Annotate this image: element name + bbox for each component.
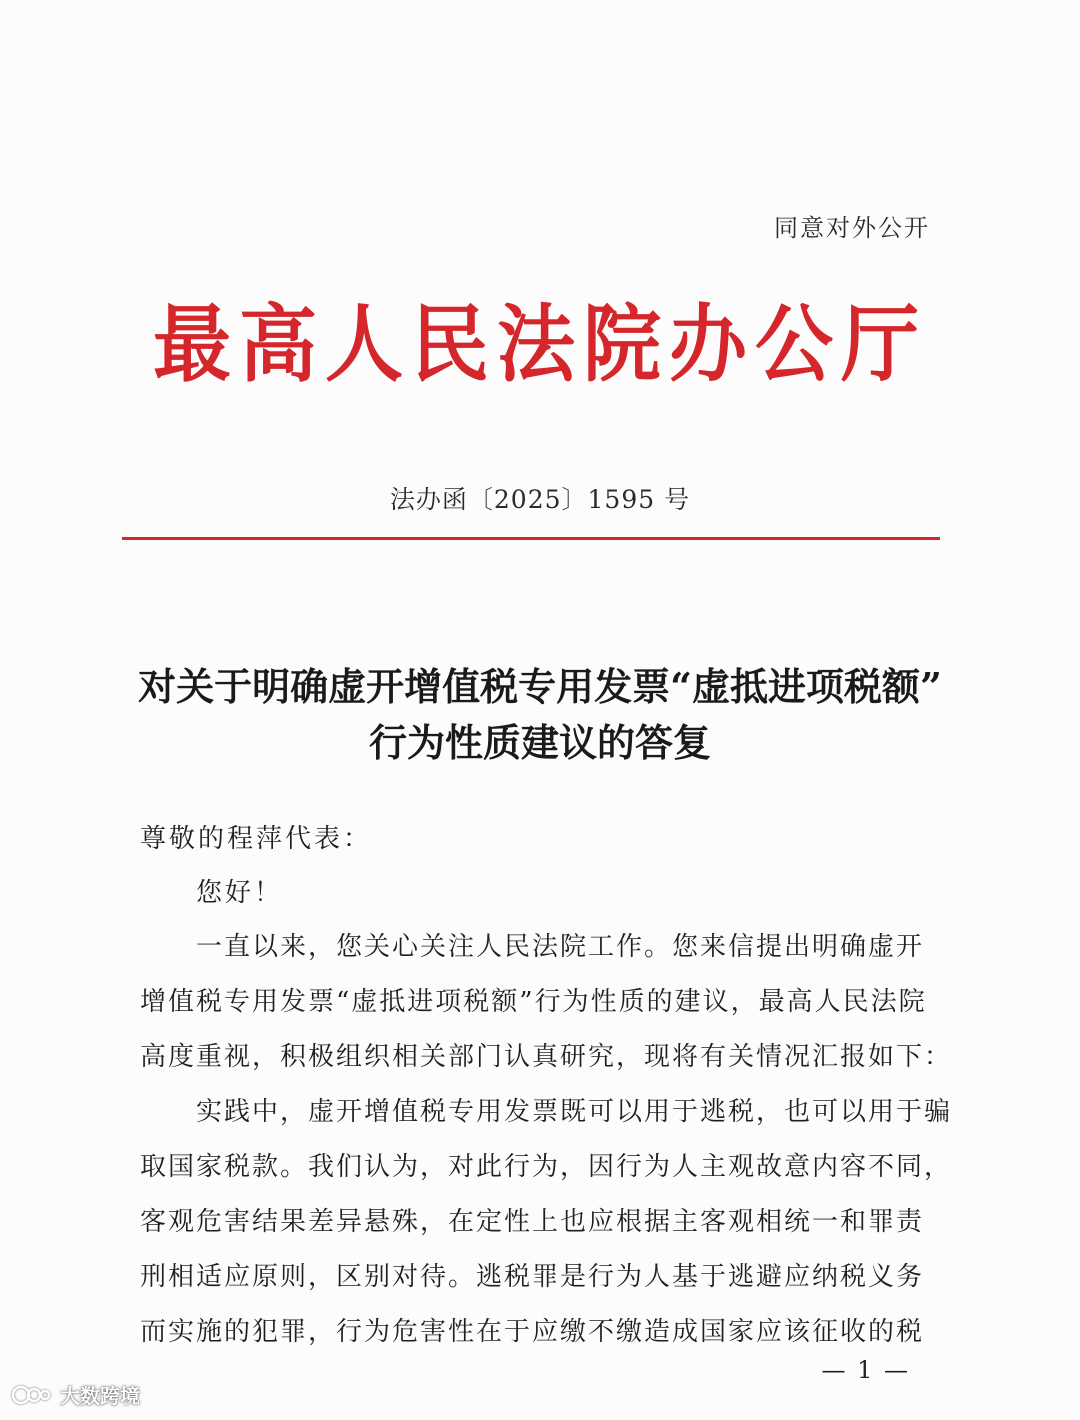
document-title-line-1: 对关于明确虚开增值税专用发票“虚抵进项税额”	[138, 664, 942, 709]
salutation: 尊敬的程萍代表：	[140, 824, 373, 854]
watermark	[10, 1380, 140, 1409]
body-line: 实践中，虚开增值税专用发票既可以用于逃税，也可以用于骗	[196, 1097, 953, 1127]
issuing-organization-title: 最高人民法院办公厅	[152, 296, 927, 395]
document-number: 法办函〔2025〕1595 号	[389, 485, 691, 514]
body-line: 而实施的犯罪，行为危害性在于应缴不缴造成国家应该征收的税	[140, 1317, 925, 1347]
body-line: 高度重视，积极组织相关部门认真研究，现将有关情况汇报如下：	[140, 1042, 953, 1072]
body-line: 刑相适应原则，区别对待。逃税罪是行为人基于逃避应纳税义务	[140, 1262, 925, 1292]
document-title-line-2: 行为性质建议的答复	[368, 720, 711, 765]
greeting: 您好！	[196, 878, 284, 908]
red-divider-line	[122, 537, 940, 540]
body-line: 客观危害结果差异悬殊，在定性上也应根据主客观相统一和罪责	[140, 1207, 925, 1237]
disclosure-note: 同意对外公开	[774, 214, 930, 242]
watermark-logo-icon	[10, 1384, 54, 1406]
page-number: — 1 —	[821, 1356, 910, 1384]
body-line: 增值税专用发票“虚抵进项税额”行为性质的建议，最高人民法院	[140, 987, 927, 1017]
body-line: 一直以来，您关心关注人民法院工作。您来信提出明确虚开	[196, 932, 925, 962]
watermark-text: 大数跨境	[60, 1384, 140, 1408]
body-line: 取国家税款。我们认为，对此行为，因行为人主观故意内容不同，	[140, 1152, 953, 1182]
